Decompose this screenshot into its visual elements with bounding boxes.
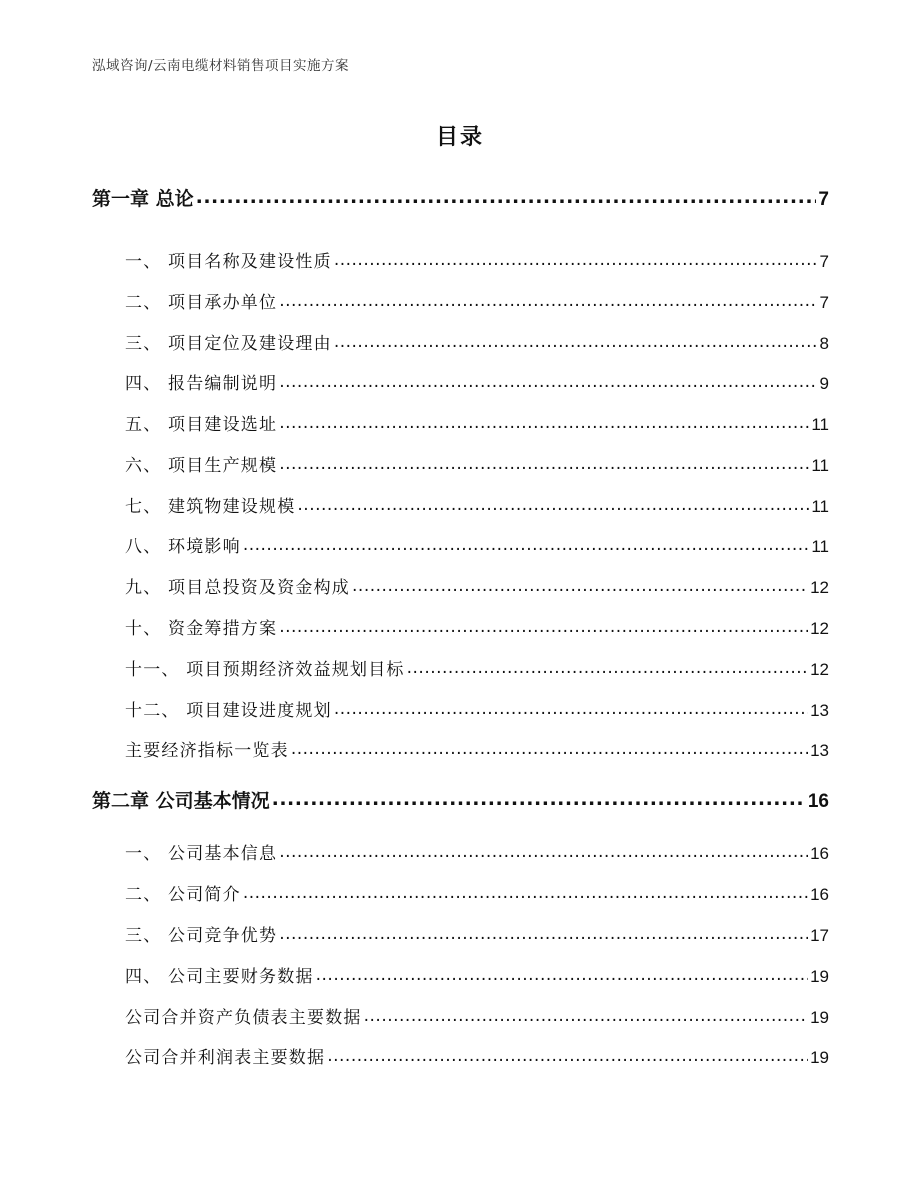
dot-leader bbox=[334, 250, 818, 267]
toc-entry-page: 12 bbox=[810, 660, 829, 679]
toc-entry-page: 12 bbox=[810, 578, 829, 597]
toc-section-entry[interactable] bbox=[125, 1003, 829, 1028]
toc-entry-label: 主要经济指标一览表 bbox=[125, 741, 289, 761]
toc-section-entry[interactable] bbox=[125, 247, 829, 272]
toc-section-entry[interactable] bbox=[125, 696, 829, 721]
toc-section-entry[interactable] bbox=[125, 655, 829, 680]
dot-leader bbox=[316, 965, 808, 982]
toc-section-entry[interactable] bbox=[125, 573, 829, 598]
toc-section-entry[interactable] bbox=[125, 962, 829, 987]
toc-entry-page: 19 bbox=[810, 1048, 829, 1067]
toc-entry-page: 7 bbox=[819, 293, 829, 312]
dot-leader bbox=[352, 576, 808, 593]
dot-leader bbox=[327, 1046, 808, 1063]
toc-entry-page: 11 bbox=[811, 415, 829, 434]
toc-entry-page: 19 bbox=[810, 967, 829, 986]
toc-entry-label: 八、 环境影响 bbox=[125, 537, 241, 557]
toc-entry-page: 13 bbox=[810, 741, 829, 760]
running-header: 泓域咨询/云南电缆材料销售项目实施方案 bbox=[92, 58, 350, 74]
toc-entry-page: 11 bbox=[811, 497, 829, 516]
toc-entry-page: 16 bbox=[810, 844, 829, 863]
toc-entry-label: 六、 项目生产规模 bbox=[125, 456, 278, 476]
toc-entry-label: 五、 项目建设选址 bbox=[125, 415, 278, 435]
dot-leader bbox=[279, 924, 808, 941]
toc-entry-label: 一、 公司基本信息 bbox=[125, 844, 278, 864]
toc-entry-page: 19 bbox=[810, 1008, 829, 1027]
dot-leader bbox=[334, 699, 808, 716]
dot-leader bbox=[364, 1006, 808, 1023]
toc-section-entry[interactable] bbox=[125, 451, 829, 476]
toc-entry-page: 11 bbox=[811, 537, 829, 556]
toc-section-entry[interactable] bbox=[125, 492, 829, 517]
toc-entry-page: 16 bbox=[810, 885, 829, 904]
toc-entry-page: 8 bbox=[819, 334, 829, 353]
toc-entry-label: 第一章 总论 bbox=[92, 188, 194, 210]
dot-leader bbox=[334, 332, 818, 349]
toc-entry-page: 12 bbox=[810, 619, 829, 638]
toc-section-entry[interactable] bbox=[125, 1043, 829, 1068]
toc-chapter-entry[interactable] bbox=[92, 184, 829, 211]
dot-leader bbox=[272, 788, 806, 807]
toc-entry-label: 公司合并利润表主要数据 bbox=[125, 1048, 326, 1068]
toc-entry-label: 公司合并资产负债表主要数据 bbox=[125, 1008, 362, 1028]
dot-leader bbox=[279, 372, 817, 389]
toc-entry-label: 九、 项目总投资及资金构成 bbox=[125, 578, 351, 598]
toc-entry-label: 三、 公司竞争优势 bbox=[125, 926, 278, 946]
dot-leader bbox=[291, 739, 808, 756]
toc-section-entry[interactable] bbox=[125, 288, 829, 313]
toc-entry-page: 13 bbox=[810, 701, 829, 720]
dot-leader bbox=[279, 617, 808, 634]
dot-leader bbox=[279, 291, 817, 308]
toc-entry-label: 四、 报告编制说明 bbox=[125, 374, 278, 394]
dot-leader bbox=[243, 883, 808, 900]
toc-section-entry[interactable] bbox=[125, 921, 829, 946]
toc-section-entry[interactable] bbox=[125, 329, 829, 354]
toc-entry-page: 7 bbox=[818, 189, 829, 210]
toc-title: 目录 bbox=[435, 125, 484, 150]
toc-entry-label: 一、 项目名称及建设性质 bbox=[125, 252, 332, 272]
toc-section-entry[interactable] bbox=[125, 532, 829, 557]
toc-entry-page: 16 bbox=[807, 791, 829, 812]
toc-entry-label: 三、 项目定位及建设理由 bbox=[125, 334, 332, 354]
toc-entry-label: 二、 项目承办单位 bbox=[125, 293, 278, 313]
dot-leader bbox=[297, 495, 809, 512]
toc-entry-page: 11 bbox=[811, 456, 829, 475]
dot-leader bbox=[279, 842, 808, 859]
toc-section-entry[interactable] bbox=[125, 839, 829, 864]
dot-leader bbox=[196, 186, 817, 205]
toc-entry-page: 7 bbox=[819, 252, 829, 271]
dot-leader bbox=[407, 658, 808, 675]
toc-section-entry[interactable] bbox=[125, 736, 829, 761]
dot-leader bbox=[279, 413, 809, 430]
toc-entry-label: 十一、 项目预期经济效益规划目标 bbox=[125, 660, 405, 680]
toc-entry-page: 17 bbox=[810, 926, 829, 945]
toc-entry-label: 四、 公司主要财务数据 bbox=[125, 967, 314, 987]
toc-entry-label: 十、 资金筹措方案 bbox=[125, 619, 278, 639]
toc-section-entry[interactable] bbox=[125, 369, 829, 394]
toc-entry-label: 十二、 项目建设进度规划 bbox=[125, 701, 332, 721]
toc-section-entry[interactable] bbox=[125, 410, 829, 435]
dot-leader bbox=[243, 535, 810, 552]
toc-chapter-entry[interactable] bbox=[92, 786, 829, 813]
toc-entry-page: 9 bbox=[819, 374, 829, 393]
toc-section-entry[interactable] bbox=[125, 880, 829, 905]
toc-section-entry[interactable] bbox=[125, 614, 829, 639]
dot-leader bbox=[279, 454, 809, 471]
toc-entry-label: 七、 建筑物建设规模 bbox=[125, 497, 296, 517]
toc-entry-label: 二、 公司简介 bbox=[125, 885, 241, 905]
toc-entry-label: 第二章 公司基本情况 bbox=[92, 790, 270, 812]
